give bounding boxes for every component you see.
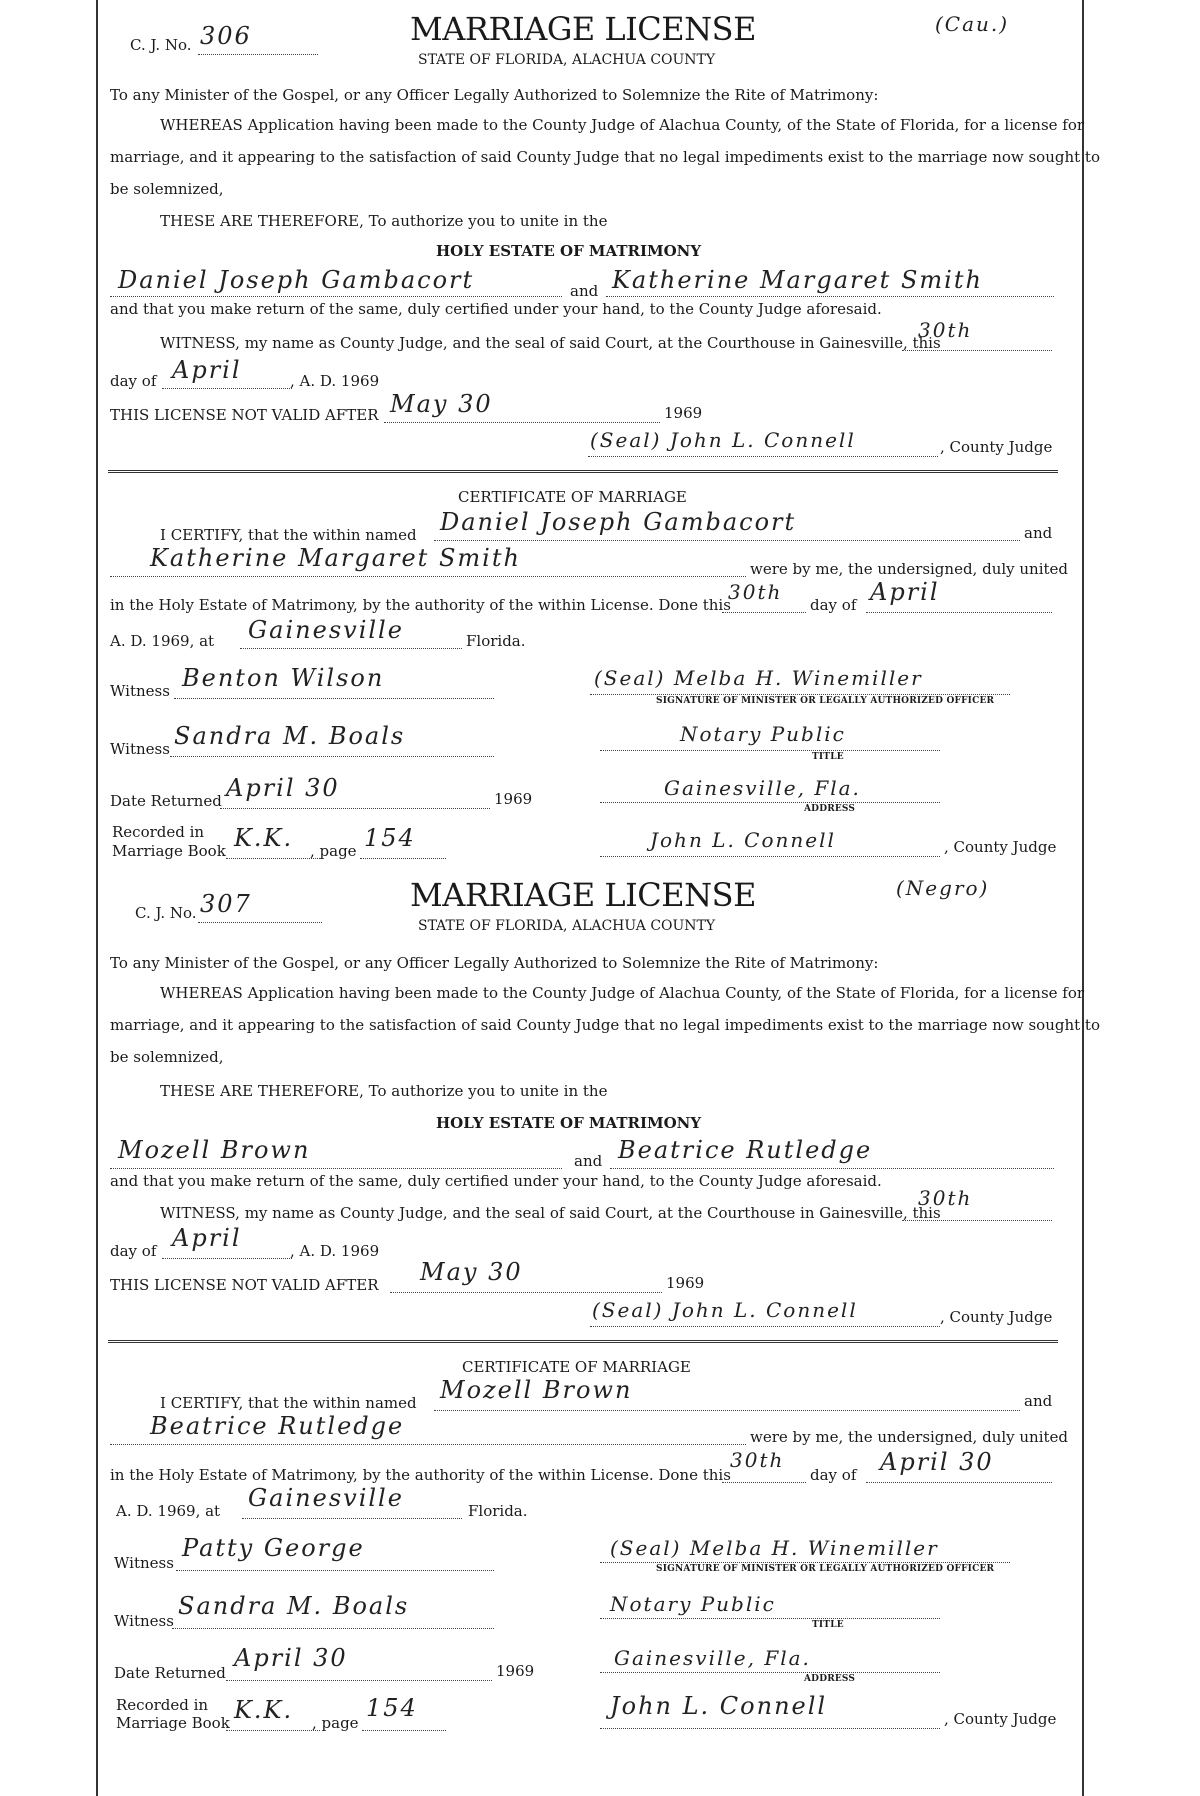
expiry-year: 1969 <box>664 404 703 422</box>
cj-dots <box>198 922 322 923</box>
name1-dots <box>434 540 1020 541</box>
judge-signature: John L. Connell <box>610 1692 828 1720</box>
officer-signature: (Seal) Melba H. Winemiller <box>594 666 923 690</box>
bride-name: Katherine Margaret Smith <box>612 266 983 294</box>
whereas-line-2: marriage, and it appearing to the satisfaction of said County Judge that no legal impediments exist to the marriage now sought to <box>110 1016 1100 1034</box>
return-line: and that you make return of the same, duly certified under your hand, to the County Judge aforesaid. <box>110 300 882 318</box>
groom-name: Daniel Joseph Gambacort <box>118 266 475 294</box>
officer-title: Notary Public <box>610 1592 776 1616</box>
page-dots <box>360 858 446 859</box>
section-divider <box>108 1340 1058 1343</box>
margin-note: (Negro) <box>896 876 990 900</box>
expiry-dots <box>390 1292 662 1293</box>
place-dots <box>240 648 462 649</box>
ad-at-label: A. D. 1969, at <box>116 1502 221 1520</box>
cj-label: C. J. No. <box>130 36 192 54</box>
not-valid-label: THIS LICENSE NOT VALID AFTER <box>110 1276 379 1294</box>
day-of-label: day of <box>110 372 157 390</box>
expiry-date: May 30 <box>420 1258 523 1286</box>
judge-sig-dots <box>590 1326 940 1327</box>
address-caption: ADDRESS <box>804 804 856 814</box>
cert-place: Gainesville <box>248 1484 404 1512</box>
margin-note: (Cau.) <box>935 12 1010 36</box>
recorded-in-label: Recorded in <box>116 1696 209 1714</box>
page-border-right <box>1082 0 1084 1796</box>
witness-1-name: Benton Wilson <box>182 664 385 692</box>
place-dots <box>242 1518 462 1519</box>
cert-month: April <box>870 578 940 606</box>
groom-dots <box>110 296 562 297</box>
these-line: THESE ARE THEREFORE, To authorize you to unite in the <box>160 1082 608 1100</box>
and-label: and <box>1024 524 1053 542</box>
book-page: 154 <box>364 824 416 852</box>
cj-number: 306 <box>200 22 252 50</box>
license-month: April <box>172 356 242 384</box>
were-united-label: were by me, the undersigned, duly united <box>750 560 1069 578</box>
license-month: April <box>172 1224 242 1252</box>
expiry-year: 1969 <box>666 1274 705 1292</box>
holy-estate-heading: HOLY ESTATE OF MATRIMONY <box>436 242 702 260</box>
county-judge-label: , County Judge <box>944 1710 1057 1728</box>
judge-sig-dots <box>588 456 938 457</box>
book-id: K.K. <box>234 1696 294 1724</box>
florida-label: Florida. <box>466 632 526 650</box>
page-border-left <box>96 0 98 1796</box>
witness-1-name: Patty George <box>182 1534 365 1562</box>
date-returned-dots <box>220 808 490 809</box>
officer-sig-dots <box>600 1562 1010 1563</box>
florida-label: Florida. <box>468 1502 528 1520</box>
holy-authority-line: in the Holy Estate of Matrimony, by the authority of the within License. Done this <box>110 596 731 614</box>
witness1-dots <box>176 1570 494 1571</box>
county-judge-label: , County Judge <box>940 438 1053 456</box>
cert-month-dots <box>866 612 1052 613</box>
date-returned-dots <box>226 1680 492 1681</box>
judge-dots <box>600 1728 940 1729</box>
witness-day-dots <box>902 350 1052 351</box>
witness-2-name: Sandra M. Boals <box>178 1592 410 1620</box>
date-returned: April 30 <box>234 1644 348 1672</box>
address-dots <box>600 802 940 803</box>
groom-dots <box>110 1168 562 1169</box>
officer-sig-dots <box>590 694 1010 695</box>
were-united-label: were by me, the undersigned, duly united <box>750 1428 1069 1446</box>
witness-day: 30th <box>918 1186 973 1210</box>
witness-line: WITNESS, my name as County Judge, and the seal of said Court, at the Courthouse in Gainesville, this <box>160 334 941 352</box>
and-label: and <box>1024 1392 1053 1410</box>
month-dots <box>162 1258 292 1259</box>
page-label: , page <box>310 842 357 860</box>
title-caption: TITLE <box>812 1620 844 1630</box>
cert-day: 30th <box>728 580 783 604</box>
sig-caption: SIGNATURE OF MINISTER OR LEGALLY AUTHORIZED OFFICER <box>656 696 995 706</box>
license-title: MARRIAGE LICENSE <box>410 10 756 48</box>
cj-dots <box>198 54 318 55</box>
name1-dots <box>434 1410 1020 1411</box>
whereas-line-3: be solemnized, <box>110 1048 224 1066</box>
ad-year: , A. D. 1969 <box>290 1242 380 1260</box>
certificate-title: CERTIFICATE OF MARRIAGE <box>458 488 687 506</box>
whereas-line-3: be solemnized, <box>110 180 224 198</box>
witness2-dots <box>172 1628 494 1629</box>
judge-seal-signature: (Seal) John L. Connell <box>592 1298 858 1322</box>
month-dots <box>162 388 292 389</box>
marriage-book-label: Marriage Book <box>112 842 226 860</box>
ad-at-label: A. D. 1969, at <box>110 632 215 650</box>
witness-label-1: Witness <box>110 682 170 700</box>
cert-day-dots <box>722 612 806 613</box>
cert-place: Gainesville <box>248 616 404 644</box>
date-returned-year: 1969 <box>496 1662 535 1680</box>
date-returned-label: Date Returned <box>114 1664 226 1682</box>
certificate-title: CERTIFICATE OF MARRIAGE <box>462 1358 691 1376</box>
witness1-dots <box>174 698 494 699</box>
title-dots <box>600 1618 940 1619</box>
marriage-book-label: Marriage Book <box>116 1714 230 1732</box>
witness-day: 30th <box>918 318 973 342</box>
recorded-in-label: Recorded in <box>112 823 205 841</box>
not-valid-label: THIS LICENSE NOT VALID AFTER <box>110 406 379 424</box>
cert-name-1: Mozell Brown <box>440 1376 633 1404</box>
cert-month: April 30 <box>880 1448 994 1476</box>
officer-address: Gainesville, Fla. <box>614 1646 811 1670</box>
witness-label-1: Witness <box>114 1554 174 1572</box>
to-any-line: To any Minister of the Gospel, or any Officer Legally Authorized to Solemnize the Rite of Matrimony: <box>110 86 879 104</box>
to-any-line: To any Minister of the Gospel, or any Officer Legally Authorized to Solemnize the Rite of Matrimony: <box>110 954 879 972</box>
whereas-line-1: WHEREAS Application having been made to the County Judge of Alachua County, of the State of Florida, for a license for <box>160 116 1085 134</box>
address-caption: ADDRESS <box>804 1674 856 1684</box>
and-label: and <box>574 1152 603 1170</box>
book-dots <box>226 858 320 859</box>
judge-signature: John L. Connell <box>650 828 836 852</box>
name2-dots <box>110 1444 746 1445</box>
cert-day-dots <box>722 1482 806 1483</box>
cert-name-1: Daniel Joseph Gambacort <box>440 508 797 536</box>
book-dots <box>226 1730 320 1731</box>
cert-name-2: Katherine Margaret Smith <box>150 544 521 572</box>
witness-2-name: Sandra M. Boals <box>174 722 406 750</box>
certify-label: I CERTIFY, that the within named <box>160 1394 417 1412</box>
whereas-line-1: WHEREAS Application having been made to the County Judge of Alachua County, of the State of Florida, for a license for <box>160 984 1085 1002</box>
ad-year: , A. D. 1969 <box>290 372 380 390</box>
expiry-dots <box>384 422 660 423</box>
witness-label-2: Witness <box>110 740 170 758</box>
day-of-label: day of <box>110 1242 157 1260</box>
page-dots <box>362 1730 446 1731</box>
bride-name: Beatrice Rutledge <box>618 1136 873 1164</box>
cert-name-2: Beatrice Rutledge <box>150 1412 405 1440</box>
witness-label-2: Witness <box>114 1612 174 1630</box>
witness2-dots <box>170 756 494 757</box>
officer-signature: (Seal) Melba H. Winemiller <box>610 1536 939 1560</box>
name2-dots <box>110 576 746 577</box>
certify-label: I CERTIFY, that the within named <box>160 526 417 544</box>
bride-dots <box>606 296 1054 297</box>
license-title: MARRIAGE LICENSE <box>410 876 756 914</box>
holy-authority-line: in the Holy Estate of Matrimony, by the authority of the within License. Done this <box>110 1466 731 1484</box>
cj-label: C. J. No. <box>135 904 197 922</box>
section-divider <box>108 470 1058 473</box>
groom-name: Mozell Brown <box>118 1136 311 1164</box>
whereas-line-2: marriage, and it appearing to the satisfaction of said County Judge that no legal impediments exist to the marriage now sought to <box>110 148 1100 166</box>
expiry-date: May 30 <box>390 390 493 418</box>
book-id: K.K. <box>234 824 294 852</box>
cert-month-dots <box>866 1482 1052 1483</box>
county-judge-label: , County Judge <box>940 1308 1053 1326</box>
day-of-label: day of <box>810 596 857 614</box>
cj-number: 307 <box>200 890 252 918</box>
witness-day-dots <box>902 1220 1052 1221</box>
county-judge-label: , County Judge <box>944 838 1057 856</box>
license-subtitle: STATE OF FLORIDA, ALACHUA COUNTY <box>418 52 716 68</box>
title-caption: TITLE <box>812 752 844 762</box>
holy-estate-heading: HOLY ESTATE OF MATRIMONY <box>436 1114 702 1132</box>
book-page: 154 <box>366 1694 418 1722</box>
page-label: , page <box>312 1714 359 1732</box>
judge-seal-signature: (Seal) John L. Connell <box>590 428 856 452</box>
and-label: and <box>570 282 599 300</box>
officer-address: Gainesville, Fla. <box>664 776 861 800</box>
day-of-label: day of <box>810 1466 857 1484</box>
title-dots <box>600 750 940 751</box>
bride-dots <box>610 1168 1054 1169</box>
address-dots <box>600 1672 940 1673</box>
these-line: THESE ARE THEREFORE, To authorize you to unite in the <box>160 212 608 230</box>
cert-day: 30th <box>730 1448 785 1472</box>
judge-dots <box>600 856 940 857</box>
date-returned-label: Date Returned <box>110 792 222 810</box>
sig-caption: SIGNATURE OF MINISTER OR LEGALLY AUTHORIZED OFFICER <box>656 1564 995 1574</box>
return-line: and that you make return of the same, duly certified under your hand, to the County Judge aforesaid. <box>110 1172 882 1190</box>
officer-title: Notary Public <box>680 722 846 746</box>
license-subtitle: STATE OF FLORIDA, ALACHUA COUNTY <box>418 918 716 934</box>
date-returned-year: 1969 <box>494 790 533 808</box>
date-returned: April 30 <box>226 774 340 802</box>
witness-line: WITNESS, my name as County Judge, and the seal of said Court, at the Courthouse in Gainesville, this <box>160 1204 941 1222</box>
